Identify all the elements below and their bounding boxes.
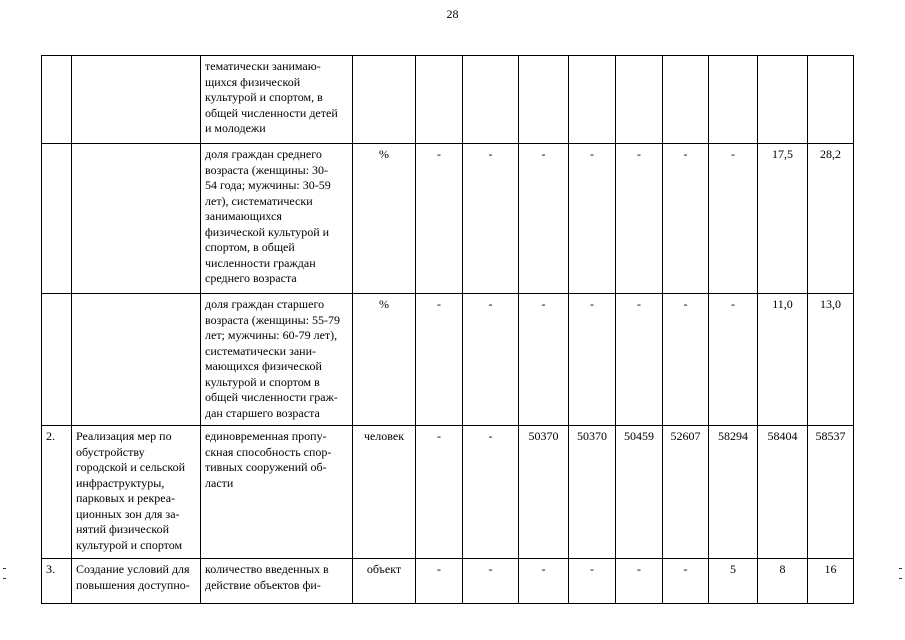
value-cell [709,56,758,144]
table-row [42,56,854,144]
value-cell: 58294 [709,426,758,559]
value-cell [416,56,463,144]
value-cell: - [569,294,616,426]
value-cell: - [416,559,463,604]
value-cell: 58537 [808,426,854,559]
row-number-cell: 2. [42,426,72,559]
value-cell: 13,0 [808,294,854,426]
margin-mark [899,578,902,579]
value-cell: - [463,426,519,559]
value-cell: - [709,144,758,294]
value-cell [519,56,569,144]
indicator-cell: тематически занимаю- щихся физической культурой и спортом, в общей численности детей и молодежи [201,56,353,144]
indicator-cell: количество введенных в действие объектов фи- [201,559,353,604]
unit-cell: человек [353,426,416,559]
value-cell: - [416,144,463,294]
value-cell: - [519,294,569,426]
value-cell: - [519,559,569,604]
value-cell: - [709,294,758,426]
value-cell: - [616,559,663,604]
value-cell: 50459 [616,426,663,559]
value-cell: - [463,294,519,426]
value-cell [663,56,709,144]
indicator-cell: доля граждан среднего возраста (женщины: 30- 54 года; мужчины: 30-59 лет), систематически занимающихся физической культурой и спортом, в общей численности граждан среднего возраста [201,144,353,294]
value-cell: - [463,559,519,604]
value-cell: - [663,294,709,426]
value-cell: 11,0 [758,294,808,426]
value-cell [463,56,519,144]
value-cell: - [616,144,663,294]
event-cell [72,144,201,294]
table-row [42,294,854,426]
event-cell: Реализация мер по обустройству городской и сельской инфраструктуры, парковых и рекреа- ционных зон для за- нятий физической культурой и спортом [72,426,201,559]
page-number: 28 [446,7,459,21]
unit-cell: % [353,294,416,426]
value-cell: - [569,144,616,294]
row-number-cell [42,144,72,294]
indicators-table [41,55,854,604]
row-number-cell [42,56,72,144]
event-cell [72,56,201,144]
row-number-cell: 3. [42,559,72,604]
unit-cell [353,56,416,144]
value-cell: 58404 [758,426,808,559]
value-cell: - [569,559,616,604]
value-cell: 17,5 [758,144,808,294]
value-cell: 50370 [569,426,616,559]
value-cell: - [416,426,463,559]
margin-mark [899,568,902,569]
row-number-cell [42,294,72,426]
margin-mark [3,578,6,579]
value-cell: 52607 [663,426,709,559]
unit-cell: объект [353,559,416,604]
value-cell: 8 [758,559,808,604]
value-cell: - [463,144,519,294]
margin-mark [3,568,6,569]
value-cell: - [663,559,709,604]
value-cell: 28,2 [808,144,854,294]
value-cell: 16 [808,559,854,604]
value-cell: 50370 [519,426,569,559]
table-row [42,559,854,604]
table-row [42,426,854,559]
table-row [42,144,854,294]
value-cell [808,56,854,144]
value-cell: 5 [709,559,758,604]
value-cell [758,56,808,144]
value-cell [616,56,663,144]
event-cell: Создание условий для повышения доступно- [72,559,201,604]
value-cell: - [519,144,569,294]
event-cell [72,294,201,426]
value-cell: - [416,294,463,426]
value-cell [569,56,616,144]
unit-cell: % [353,144,416,294]
value-cell: - [616,294,663,426]
indicator-cell: доля граждан старшего возраста (женщины: 55-79 лет; мужчины: 60-79 лет), систематически зани- мающихся физической культурой и спортом в общей численности граж- дан старшего возраста [201,294,353,426]
value-cell: - [663,144,709,294]
indicator-cell: единовременная пропу- скная способность спор- тивных сооружений об- ласти [201,426,353,559]
